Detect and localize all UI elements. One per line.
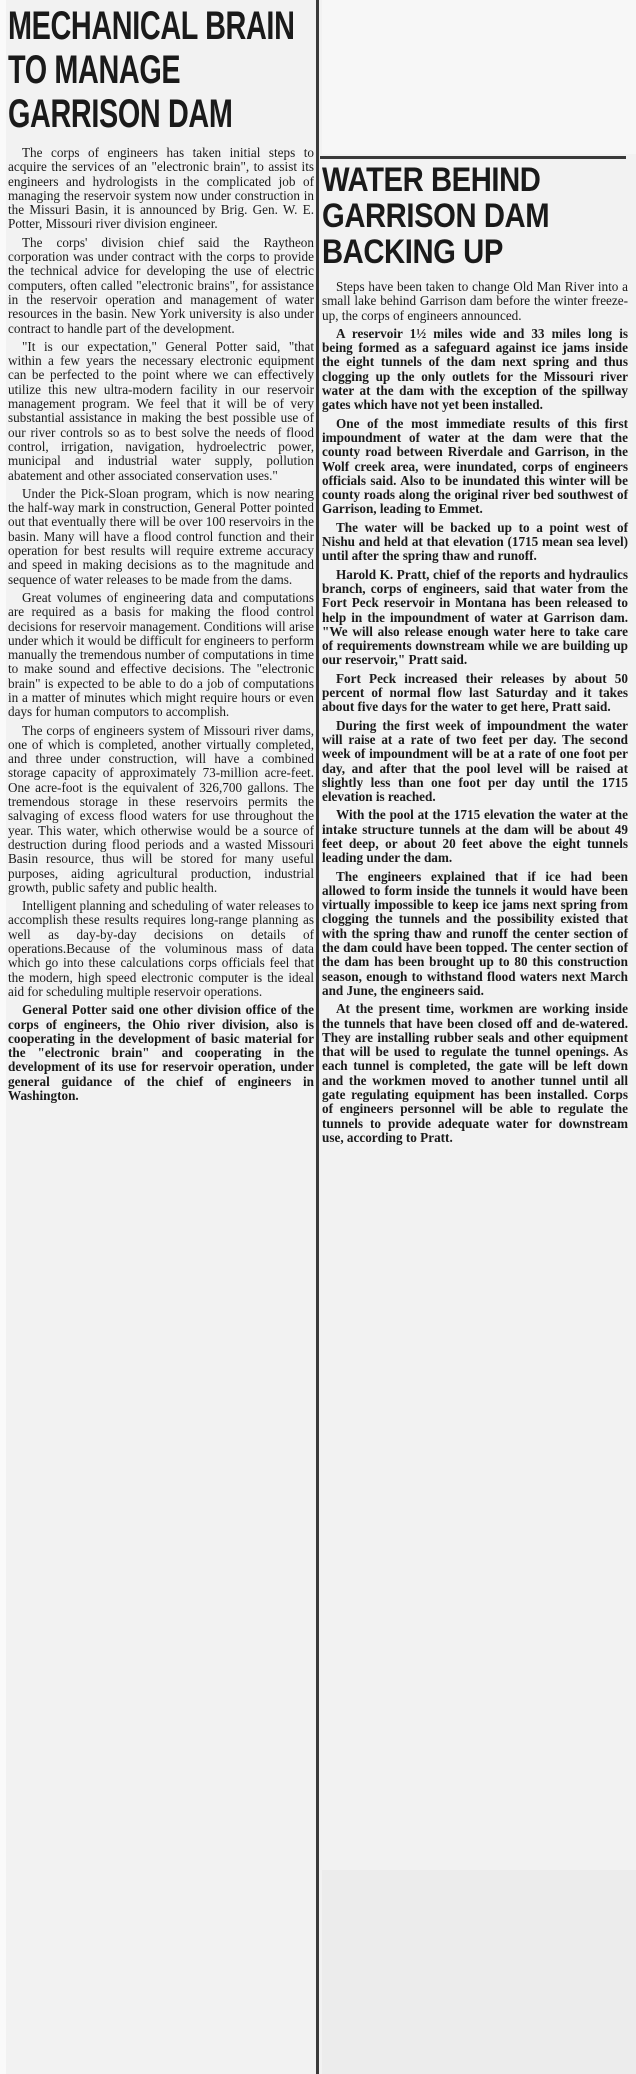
right-article-body — [322, 280, 628, 1145]
right-paragraph: Harold K. Pratt, chief of the reports and hydraulics branch, corps of engineers, said that water from the Fort Peck reservoir in Montana has been released to help in the impoundment of water at Garrison dam. "We will also release enough water here to take care of requirements downstream while we are building up our reservoir," Pratt said. — [322, 566, 628, 668]
left-article-body — [8, 146, 314, 1103]
right-article — [322, 160, 628, 1149]
right-paragraph: At the present time, workmen are working inside the tunnels that have been closed off and de-watered. They are installing rubber seals and other equipment that will be used to regulate the tunnel openings. As each tunnel is completed, the gate will be left down and the workmen moved to another tunnel until all gate regulating equipment has been installed. Corps of engineers personnel will be able to regulate the tunnels to provide adequate water for downstream use, according to Pratt. — [322, 1001, 628, 1145]
right-paragraph: Fort Peck increased their releases by about 50 percent of normal flow last Saturday and it takes about five days for the water to get here, Pratt said. — [322, 670, 628, 715]
left-article-headline: MECHANICAL BRAIN TO MANAGE GARRISON DAM — [8, 4, 295, 136]
right-paragraph: The water will be backed up to a point west of Nishu and held at that elevation (1715 mean sea level) until after the spring thaw and runoff. — [322, 519, 628, 564]
right-paragraph: A reservoir 1½ miles wide and 33 miles long is being formed as a safeguard against ice jams inside the eight tunnels of the dam next spring and thus clogging up the only outlets for the Missouri river water at the dam with the exception of the spillway gates which have not yet been installed. — [322, 325, 628, 413]
headline-rule — [320, 156, 626, 159]
column-divider — [316, 0, 319, 2074]
right-paragraph: Steps have been taken to change Old Man River into a small lake behind Garrison dam before the winter freeze-up, the corps of engineers announced. — [322, 279, 628, 323]
right-paragraph: One of the most immediate results of this first impoundment of water at the dam were that the county road between Riverdale and Garrison, in the Wolf creek area, were inundated, corps of engineers officials said. Also to be inundated this winter will be county roads along the original river bed southwest of Garrison, leading to Emmet. — [322, 415, 628, 517]
left-paragraph: "It is our expectation," General Potter said, "that within a few years the necessary electronic equipment can be perfected to the point where we can effectively utilize this new ultra-modern facility in our reservoir management program. We feel that it will be of very substantial assistance in making the best possible use of our river controls so as to best solve the needs of flood control, irrigation, navigation, hydroelectric power, municipal and industrial water supply, pollution abatement and other associated conservation uses." — [8, 338, 314, 483]
right-paragraph: During the first week of impoundment the water will raise at a rate of two feet per day. The second week of impoundment will be at a rate of one foot per day, and after that the pool level will be raised at slightly less than one foot per day until the 1715 elevation is reached. — [322, 717, 628, 805]
left-paragraph: The corps of engineers has taken initial steps to acquire the services of an "electronic brain", to assist its engineers and hydrologists in the complicated job of managing the reservoir system now under construction in the Missuri Basin, it is announced by Brig. Gen. W. E. Potter, Missouri river division engineer. — [8, 145, 314, 232]
left-paragraph: The corps' division chief said the Raytheon corporation was under contract with the corps to provide the technical advice for developing the use of electric computers, often called "electronic brains", for assistance in the reservoir operation and management of water resources in the basin. New York university is also under contract to handle part of the development. — [8, 234, 314, 336]
left-paragraph: The corps of engineers system of Missouri river dams, one of which is completed, another virtually completed, and three under construction, will have a combined storage capacity of approximately 73-million acre-feet. One acre-foot is the equivalent of 326,700 gallons. The tremendous storage in these reservoirs permits the salvaging of excess flood waters for use throughout the year. This water, which otherwise would be a source of destruction during flood periods and a wasted Missouri Basin resource, thus will be stored for many useful purposes, aiding agricultural production, industrial growth, public safety and public health. — [8, 722, 314, 895]
left-paragraph: Under the Pick-Sloan program, which is now nearing the half-way mark in construction, General Potter pointed out that eventually there will be over 100 reservoirs in the basin. Many will have a flood control function and their operation for best results will require extreme accuracy and speed in making decisions as to the magnitude and sequence of water releases to be made from the dams. — [8, 485, 314, 587]
left-paragraph: Intelligent planning and scheduling of water releases to accomplish these results requires long-range planning as well as day-by-day decisions on details of operations.Because of the voluminous mass of data which go into these calculations corps officials feel that the modern, high speed electronic computer is the ideal aid for scheduling multiple reservoir operations. — [8, 898, 314, 999]
left-article — [8, 0, 314, 1107]
right-article-headline: WATER BEHIND GARRISON DAM BACKING UP — [322, 161, 550, 271]
right-paragraph: The engineers explained that if ice had been allowed to form inside the tunnels it would have been virtually impossible to keep ice jams next spring from clogging the tunnels and the possibility existed that with the spring thaw and runoff the center section of the dam could have been topped. The center section of the dam has been brought up to 80 this construction season, enough to withstand flood waters next March and June, the engineers said. — [322, 868, 628, 998]
left-paragraph: Great volumes of engineering data and computations are required as a basis for making the flood control decisions for reservoir management. Conditions will arise under which it would be difficult for engineers to perform manually the tremendous number of computations in time to make sound and effective decisions. The "electronic brain" is expected to be able to do a job of computations in a matter of minutes which might require hours or even days for human computors to accomplish. — [8, 589, 314, 720]
left-paragraph: General Potter said one other division office of the corps of engineers, the Ohio river division, also is cooperating in the development of basic material for the "electronic brain" and cooperating in the development of its use for reservoir operation, under general guidance of the chief of engineers in Washington. — [8, 1002, 314, 1103]
right-paragraph: With the pool at the 1715 elevation the water at the intake structure tunnels at the dam will be about 49 feet deep, or about 20 feet above the eight tunnels leading under the dam. — [322, 807, 628, 866]
page-margin — [0, 0, 6, 2074]
blank-area-bottom-right — [322, 1870, 636, 2074]
blank-area-top-right — [322, 0, 636, 154]
